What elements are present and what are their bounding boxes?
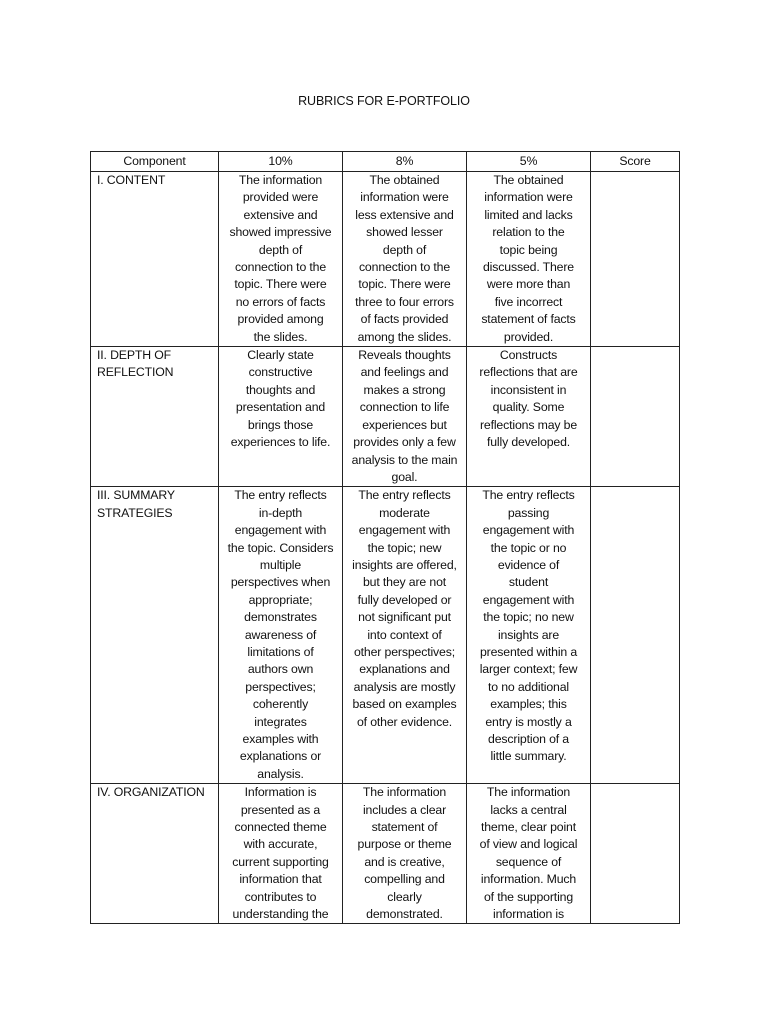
header-row [91, 152, 680, 172]
score-cell [591, 347, 680, 487]
header-component: Component [91, 152, 219, 172]
criteria-5-cell: The information lacks a central theme, clear point of view and logical sequence of information. Much of the supporting information is [467, 784, 591, 924]
table-row [91, 784, 680, 924]
component-cell: II. DEPTH OF REFLECTION [91, 347, 219, 487]
criteria-10-cell: Information is presented as a connected theme with accurate, current supporting information that contributes to understanding the [219, 784, 343, 924]
header-8-percent: 8% [343, 152, 467, 172]
score-cell [591, 172, 680, 347]
table-row [91, 487, 680, 784]
score-cell [591, 487, 680, 784]
component-cell: I. CONTENT [91, 172, 219, 347]
component-cell: IV. ORGANIZATION [91, 784, 219, 924]
document-title: RUBRICS FOR E-PORTFOLIO [298, 94, 470, 108]
criteria-8-cell: Reveals thoughts and feelings and makes a strong connection to life experiences but provides only a few analysis to the main goal. [343, 347, 467, 487]
header-10-percent: 10% [219, 152, 343, 172]
criteria-5-cell: The obtained information were limited and lacks relation to the topic being discussed. There were more than five incorrect statement of facts provided. [467, 172, 591, 347]
table-row [91, 172, 680, 347]
rubric-table [90, 151, 680, 924]
header-score: Score [591, 152, 680, 172]
criteria-10-cell: Clearly state constructive thoughts and presentation and brings those experiences to life. [219, 347, 343, 487]
header-5-percent: 5% [467, 152, 591, 172]
criteria-5-cell: The entry reflects passing engagement with the topic or no evidence of student engagement with the topic; no new insights are presented within a larger context; few to no additional examples; this entry is mostly a description of a little summary. [467, 487, 591, 784]
table-row [91, 347, 680, 487]
criteria-8-cell: The information includes a clear statement of purpose or theme and is creative, compelling and clearly demonstrated. [343, 784, 467, 924]
criteria-10-cell: The entry reflects in-depth engagement with the topic. Considers multiple perspectives when appropriate; demonstrates awareness of limitations of authors own perspectives; coherently integrates examples with explanations or analysis. [219, 487, 343, 784]
criteria-10-cell: The information provided were extensive and showed impressive depth of connection to the topic. There were no errors of facts provided among the slides. [219, 172, 343, 347]
criteria-5-cell: Constructs reflections that are inconsistent in quality. Some reflections may be fully developed. [467, 347, 591, 487]
component-cell: III. SUMMARY STRATEGIES [91, 487, 219, 784]
score-cell [591, 784, 680, 924]
criteria-8-cell: The entry reflects moderate engagement with the topic; new insights are offered, but they are not fully developed or not significant put into context of other perspectives; explanations and analysis are mostly based on examples of other evidence. [343, 487, 467, 784]
criteria-8-cell: The obtained information were less extensive and showed lesser depth of connection to the topic. There were three to four errors of facts provided among the slides. [343, 172, 467, 347]
